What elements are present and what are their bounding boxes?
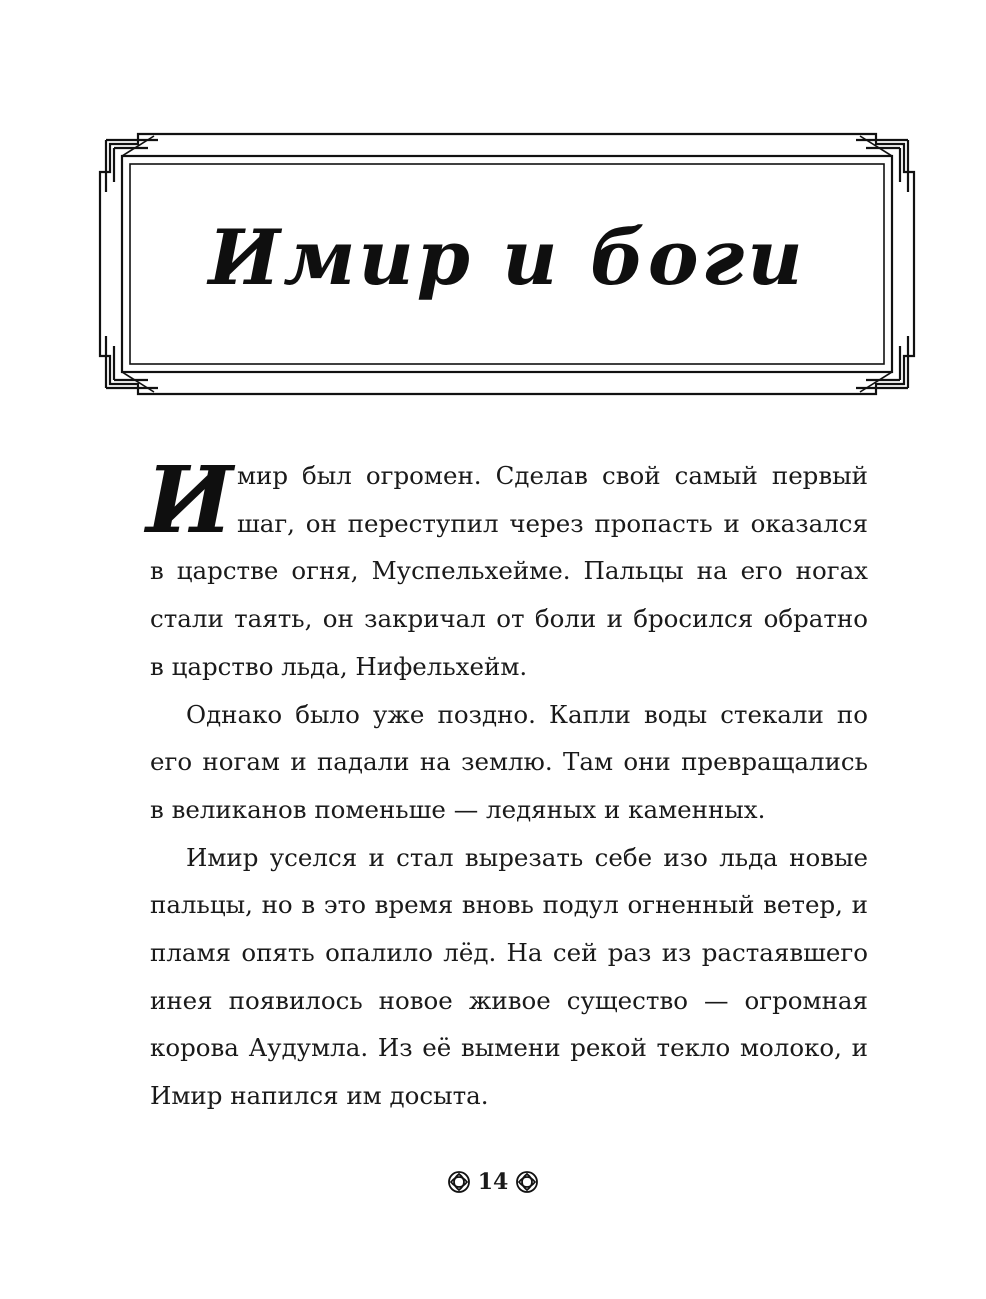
page-number: 14 — [477, 1169, 509, 1195]
celtic-knot-left-icon — [446, 1169, 472, 1195]
page-title: Имир и боги — [208, 213, 806, 302]
page-footer — [0, 1164, 986, 1200]
paragraph-2: Однако было уже поздно. Капли воды стекали по его ногам и падали на землю. Там они превращались в великанов поменьше — ледяных и каменных. — [150, 699, 868, 824]
drop-cap: И — [146, 446, 233, 554]
celtic-knot-right-icon — [514, 1169, 540, 1195]
body-text — [146, 446, 868, 1120]
title-frame — [98, 132, 916, 396]
paragraph-1 — [146, 446, 868, 691]
paragraph-3: Имир уселся и стал вырезать себе изо льда новые пальцы, но в это время вновь подул огненный ветер, и пламя опять опалило лёд. На сей раз из растаявшего инея появилось новое живое существо — огромная корова Аудумла. Из её вымени рекой текло молоко, и Имир напился им досыта. — [150, 842, 868, 1111]
paragraph-1-text: мир был огромен. Сделав свой самый первый шаг, он переступил через пропасть и оказался в царстве огня, Муспельхейме. Пальцы на его ногах стали таять, он закричал от боли и бросился обратно в царство льда, Нифельхейм. — [150, 461, 868, 681]
